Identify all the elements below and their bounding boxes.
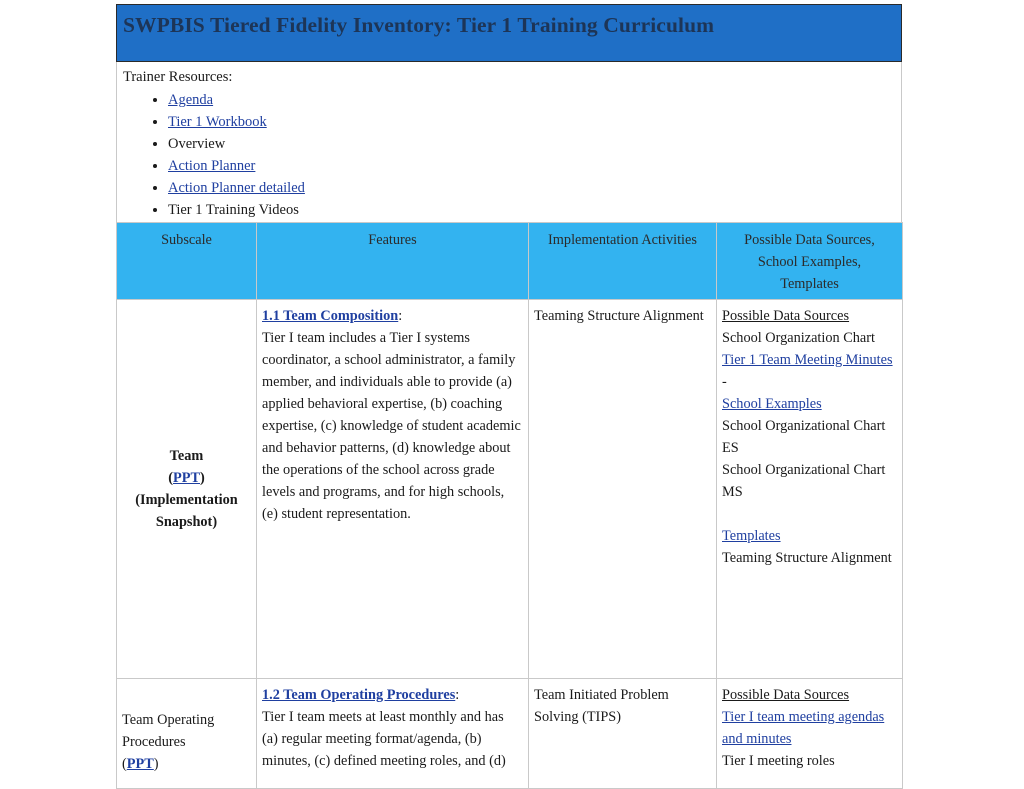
team-ppt-link[interactable]: PPT — [172, 470, 200, 486]
page-title: SWPBIS Tiered Fidelity Inventory: Tier 1 Training Curriculum — [123, 13, 715, 37]
ops-sources-cell — [717, 679, 903, 789]
ops-feature-text: Tier I team meets at least monthly and has (a) regular meeting format/agenda, (b) minutes, (c) defined meeting roles, and (d) — [262, 709, 506, 769]
org-chart-ms: School Organizational Chart MS — [722, 462, 886, 500]
trainer-resources — [116, 62, 902, 222]
table-row — [117, 679, 903, 789]
ops-subscale-cell: Team Operating Procedures (PPT) — [117, 679, 257, 789]
team-activity-cell — [529, 300, 717, 679]
ops-feature-cell: 1.2 Team Operating Procedures: Tier I team meets at least monthly and has (a) regular meeting format/agenda, (b) minutes, (c) defined meeting roles, and (d) — [257, 679, 529, 789]
resource-item — [168, 133, 901, 155]
teaming-structure-template: Teaming Structure Alignment — [722, 550, 892, 566]
agenda-link[interactable]: Agenda — [168, 92, 214, 108]
meeting-agendas-link[interactable]: Tier I team meeting agendas and minutes — [722, 709, 885, 747]
ops-title: Team Operating Procedures — [122, 711, 215, 750]
header-subscale: Subscale — [117, 223, 257, 300]
tier1-workbook-link[interactable]: Tier 1 Workbook — [168, 114, 267, 130]
team-title: Team — [169, 448, 204, 464]
training-videos-text: Tier 1 Training Videos — [168, 202, 299, 218]
school-organization-chart: School Organization Chart — [722, 330, 876, 346]
tips-text: Team Initiated Problem Solving (TIPS) — [534, 687, 669, 725]
overview-text: Overview — [168, 136, 226, 152]
possible-data-sources-heading: Possible Data Sources — [722, 308, 850, 324]
dash-separator: - — [722, 374, 727, 390]
team-feature-cell: 1.1 Team Composition: Tier I team includes a Tier I systems coordinator, a school administrator, a family member, and individuals able to provide (a) applied behavioral expertise, (b) coaching expertise, (c) knowledge of student academic and behavior patterns, (d) knowledge about the operations of the school across grade levels and programs, and for high schools, (e) student representation. — [257, 300, 529, 679]
team-subscale-cell: Team (PPT) (Implementation Snapshot) — [117, 300, 257, 679]
team-composition-text: Tier I team includes a Tier I systems coordinator, a school administrator, a family member, and individuals able to provide (a) applied behavioral expertise, (b) coaching expertise, (c) knowledge of student academic and behavior patterns, (d) knowledge about the operations of the school across grade levels and programs, and for high schools, (e) student representation. — [262, 330, 521, 522]
action-planner-link[interactable]: Action Planner — [168, 158, 256, 174]
resource-item — [168, 89, 901, 111]
ops-activity-cell — [529, 679, 717, 789]
table-row — [117, 300, 903, 679]
ops-ppt-link[interactable]: PPT — [126, 755, 154, 772]
action-planner-detailed-link[interactable]: Action Planner detailed — [168, 180, 305, 196]
title-bar — [116, 4, 902, 62]
resources-list — [123, 89, 901, 221]
team-composition-link[interactable]: 1.1 Team Composition — [262, 308, 399, 324]
org-chart-es: School Organizational Chart ES — [722, 418, 886, 456]
team-operating-procedures-link[interactable]: 1.2 Team Operating Procedures — [262, 687, 456, 703]
meeting-roles-text: Tier I meeting roles — [722, 753, 835, 769]
school-examples-link[interactable]: School Examples — [722, 396, 822, 412]
team-sources-cell — [717, 300, 903, 679]
curriculum-table — [116, 222, 903, 789]
table-header-row — [117, 223, 903, 300]
resource-item — [168, 111, 901, 133]
document — [116, 4, 902, 789]
templates-link[interactable]: Templates — [722, 528, 781, 544]
resource-item — [168, 177, 901, 199]
teaming-structure-text: Teaming Structure Alignment — [534, 308, 704, 324]
resources-label: Trainer Resources: — [123, 69, 233, 85]
resource-item — [168, 155, 901, 177]
header-sources: Possible Data Sources, School Examples, Templates — [717, 223, 903, 300]
header-activities: Implementation Activities — [529, 223, 717, 300]
header-features: Features — [257, 223, 529, 300]
implementation-snapshot: (Implementation Snapshot) — [135, 492, 238, 530]
resource-item — [168, 199, 901, 221]
team-meeting-minutes-link[interactable]: Tier 1 Team Meeting Minutes — [722, 352, 893, 368]
ops-data-sources-heading: Possible Data Sources — [722, 687, 850, 703]
